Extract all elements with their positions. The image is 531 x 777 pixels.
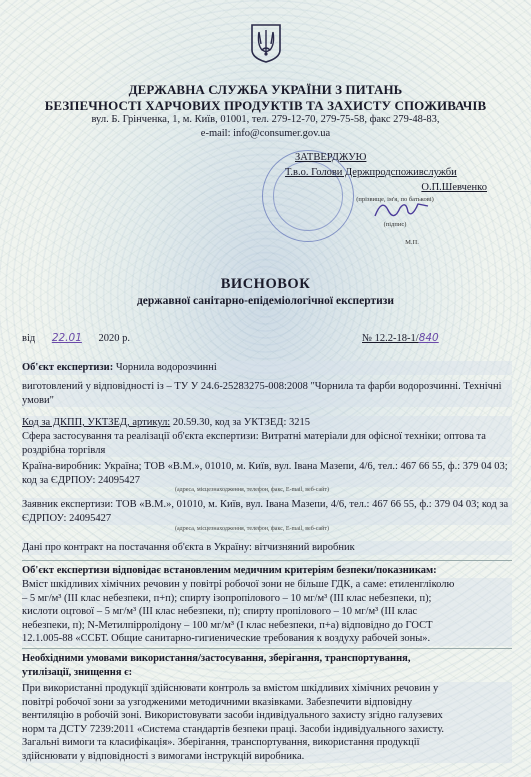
- scope-value: Витратні матеріали для офісної техніки; оптова та роздрібна торгівля: [22, 431, 486, 456]
- agency-name-line1: ДЕРЖАВНА СЛУЖБА УКРАЇНИ З ПИТАНЬ: [128, 82, 403, 97]
- code-value: 20.59.30, код за УКТЗЕД: 3215: [172, 417, 311, 428]
- country-label: Країна-виробник:: [22, 461, 102, 472]
- criteria-text: [22, 578, 512, 646]
- object-row: [22, 361, 512, 375]
- country-row: [22, 460, 512, 487]
- conditions-line: здійснювати у відповідності з вимогами інструкцій виробника.: [22, 750, 305, 762]
- approval-block: [285, 150, 505, 250]
- conditions-line: норм та ДСТУ 7239:2011 «Система стандартів безпеки праці. Засоби індивідуального захисту.: [22, 723, 445, 735]
- approval-position: Т.в.о. Голови Держпродспоживслужби: [285, 167, 457, 178]
- agency-email: e-mail: info@consumer.gov.ua: [200, 128, 331, 139]
- applicant-row: [22, 498, 512, 525]
- criteria-heading: Об'єкт експертизи відповідає встановленим медичним критеріям безпеки/показникам:: [22, 565, 437, 576]
- contract-value: вітчизняний виробник: [254, 542, 355, 553]
- conditions-line: Загальні вимоги та класифікація». Зберігання, транспортування, використання продукції: [22, 737, 420, 748]
- agency-name-line2: БЕЗПЕЧНОСТІ ХАРЧОВИХ ПРОДУКТІВ ТА ЗАХИСТУ СПОЖИВАЧІВ: [44, 98, 487, 113]
- approval-sign-hint: (підпис): [383, 221, 407, 228]
- applicant-label: Заявник експертизи:: [22, 499, 114, 510]
- number-handwritten: 840: [418, 332, 439, 344]
- criteria-line: – 5 мг/м³ (ІІІ клас небезпеки, п+п); спирту ізопропілового – 10 мг/м³ (ІІІ клас небезпеки, п);: [22, 592, 432, 604]
- made-value: – ТУ У 24.6-25283275-008:2008 "Чорнила та фарби водорозчинні. Технічні умови": [22, 381, 502, 406]
- approval-name-hint: (прізвище, ім'я, по батькові): [356, 196, 434, 203]
- applicant-value: ТОВ «В.М.», 01010, м. Київ, вул. Івана Мазепи, 4/6, тел.: 467 66 55, ф.: 379 04 03; код за ЄДРПОУ: 24095427: [22, 499, 509, 524]
- date-prefix: від: [22, 333, 36, 344]
- object-value: Чорнила водорозчинні: [115, 362, 217, 373]
- conditions-text: [22, 682, 512, 763]
- contract-row: [22, 541, 512, 555]
- conditions-line: вентиляцію в робочій зоні. Використовувати засоби індивідуального захисту згідно галузевих: [22, 710, 443, 721]
- number-prefix: № 12.2-18-1/: [362, 333, 419, 344]
- contract-label: Дані про контракт на постачання об'єкта в Україну:: [22, 542, 252, 553]
- country-hint: (адреса, місцезнаходження, телефон, факс, E-mail, веб-сайт): [175, 487, 329, 493]
- approval-name: О.П.Шевченко: [421, 182, 487, 193]
- date-year: 2020 р.: [98, 333, 130, 344]
- scope-label: Сфера застосування та реалізації об'єкта експертизи:: [22, 431, 259, 442]
- made-label: виготовлений у відповідності із: [22, 381, 164, 392]
- document-subtitle: державної санітарно-епідеміологічної експертизи: [136, 295, 395, 307]
- agency-address: вул. Б. Грінченка, 1, м. Київ, 01001, тел. 279-12-70, 279-75-58, факс 279-48-83,: [91, 114, 440, 125]
- trident-emblem-icon: [246, 22, 286, 64]
- criteria-line: небезпеки, п); N-Метилпірролідону – 100 мг/м³ (І клас небезпеки, п+а) відповідно до ГОСТ: [22, 619, 433, 631]
- conditions-heading1: Необхідними умовами використання/застосування, зберігання, транспортування,: [22, 653, 411, 664]
- criteria-line: Вміст шкідливих хімічних речовин у повітрі робочої зони не більше ГДК, а саме: етиленгліколю: [22, 579, 455, 590]
- conditions-line: При використанні продукції здійснювати контроль за вмістом шкідливих хімічних речовин у: [22, 683, 439, 694]
- conditions-separator: [22, 648, 512, 649]
- criteria-line: 12.1.005-88 «ССБТ. Общие санитарно-гигиенические требования к воздуху рабочей зоны».: [22, 633, 431, 644]
- code-label: Код за ДКПП, УКТЗЕД, артикул:: [22, 417, 171, 428]
- criteria-separator: [22, 560, 512, 561]
- scope-row: [22, 430, 512, 457]
- made-row: [22, 380, 512, 407]
- criteria-line: кислоти оцтової – 5 мг/м³ (ІІІ клас небезпеки, п); спирту пропілового – 10 мг/м³ (ІІІ клас: [22, 606, 418, 617]
- approval-stamp-label: М.П.: [405, 239, 419, 246]
- code-row: [22, 416, 512, 430]
- date-handwritten: 22.01: [51, 332, 82, 344]
- document-number: [362, 332, 439, 344]
- conditions-line: повітрі робочої зони за узгодженими методичними вказівками. Забезпечити відповідну: [22, 696, 413, 708]
- conditions-heading2: утилізації, знищення є:: [22, 667, 133, 678]
- object-label: Об'єкт експертизи:: [22, 362, 114, 373]
- document-title: ВИСНОВОК: [220, 276, 311, 292]
- country-value: Україна; ТОВ «В.М.», 01010, м. Київ, вул. Івана Мазепи, 4/6, тел.: 467 66 55, ф.: 379 04 03; код за ЄДРПОУ: 24095427: [22, 461, 508, 486]
- approval-heading: ЗАТВЕРДЖУЮ: [295, 152, 367, 163]
- applicant-hint: (адреса, місцезнаходження, телефон, факс, E-mail, веб-сайт): [175, 526, 329, 532]
